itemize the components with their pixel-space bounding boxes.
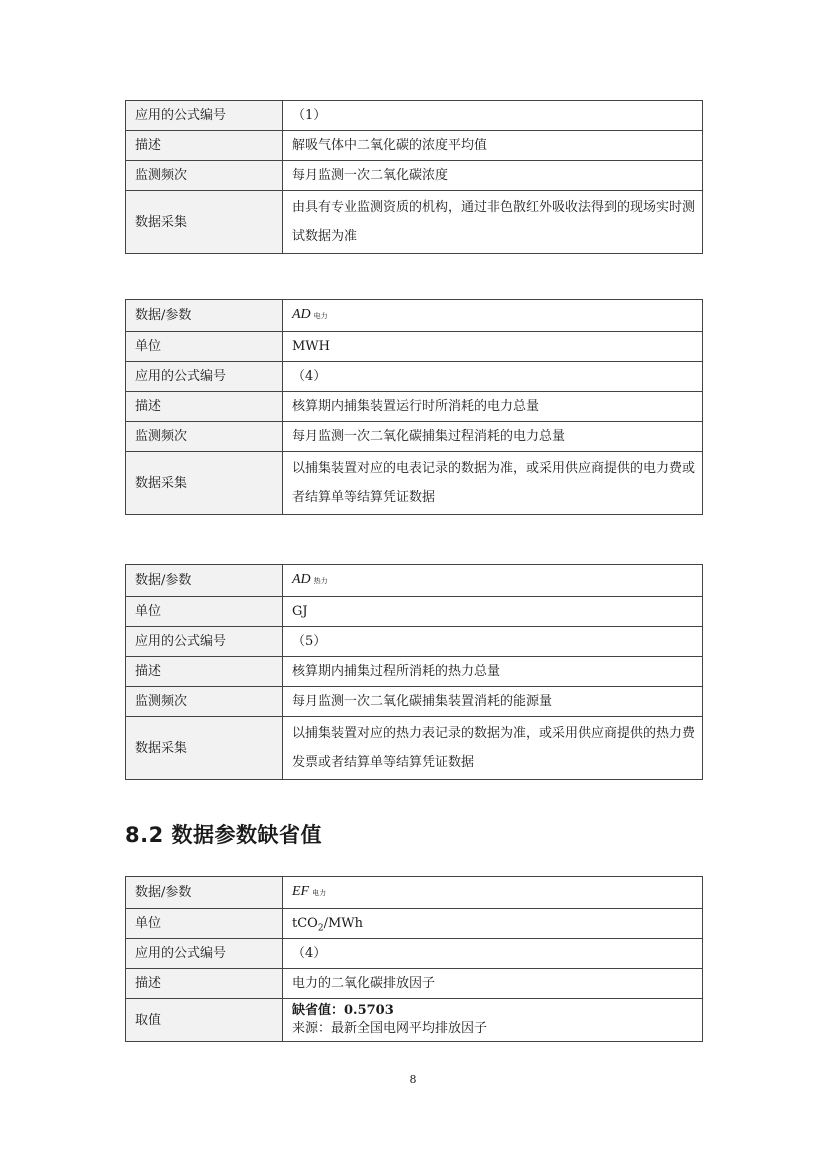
row-value: （4） (283, 362, 703, 392)
row-value: 由具有专业监测资质的机构，通过非色散红外吸收法得到的现场实时测试数据为准 (283, 191, 703, 254)
row-key: 描述 (126, 392, 283, 422)
param-symbol: EF 电力 (283, 877, 703, 909)
row-key: 描述 (126, 969, 283, 999)
row-key: 监测频次 (126, 687, 283, 717)
row-key: 监测频次 (126, 161, 283, 191)
row-key: 单位 (126, 597, 283, 627)
row-value: 电力的二氧化碳排放因子 (283, 969, 703, 999)
row-key: 应用的公式编号 (126, 939, 283, 969)
row-value: （4） (283, 939, 703, 969)
unit-value: tCO$_2$/MWh (283, 909, 703, 939)
param-key: 数据/参数 (126, 565, 283, 597)
unit-key: 单位 (126, 909, 283, 939)
ad-heat-table (125, 564, 703, 780)
row-value: 解吸气体中二氧化碳的浓度平均值 (283, 131, 703, 161)
param-symbol: AD 热力 (283, 565, 703, 597)
row-value: （1） (283, 101, 703, 131)
default-value-cell (283, 999, 703, 1042)
row-key: 数据采集 (126, 191, 283, 254)
row-value: 每月监测一次二氧化碳捕集装置消耗的能源量 (283, 687, 703, 717)
row-key: 数据采集 (126, 717, 283, 780)
param-key: 数据/参数 (126, 300, 283, 332)
default-value: 缺省值：0.5703 (292, 1003, 394, 1018)
row-key: 数据采集 (126, 452, 283, 515)
formula-1-table (125, 100, 703, 254)
section-heading: 8.2 数据参数缺省值 (125, 823, 323, 847)
row-key: 描述 (126, 131, 283, 161)
row-key: 应用的公式编号 (126, 627, 283, 657)
row-value: GJ (283, 597, 703, 627)
row-key: 单位 (126, 332, 283, 362)
default-source: 来源：最新全国电网平均排放因子 (292, 1021, 488, 1036)
row-key: 应用的公式编号 (126, 101, 283, 131)
row-key: 监测频次 (126, 422, 283, 452)
row-key: 应用的公式编号 (126, 362, 283, 392)
row-value: （5） (283, 627, 703, 657)
ad-electricity-table (125, 299, 703, 515)
row-value: MWH (283, 332, 703, 362)
page-number: 8 (409, 1073, 417, 1086)
row-value: 以捕集装置对应的电表记录的数据为准，或采用供应商提供的电力费或者结算单等结算凭证数据 (283, 452, 703, 515)
row-value: 每月监测一次二氧化碳浓度 (283, 161, 703, 191)
row-value: 核算期内捕集过程所消耗的热力总量 (283, 657, 703, 687)
row-value: 核算期内捕集装置运行时所消耗的电力总量 (283, 392, 703, 422)
row-key: 描述 (126, 657, 283, 687)
param-symbol: AD 电力 (283, 300, 703, 332)
row-value: 以捕集装置对应的热力表记录的数据为准，或采用供应商提供的热力费发票或者结算单等结算凭证数据 (283, 717, 703, 780)
row-value: 每月监测一次二氧化碳捕集过程消耗的电力总量 (283, 422, 703, 452)
value-key: 取值 (126, 999, 283, 1042)
ef-electricity-table (125, 876, 703, 1042)
param-key: 数据/参数 (126, 877, 283, 909)
